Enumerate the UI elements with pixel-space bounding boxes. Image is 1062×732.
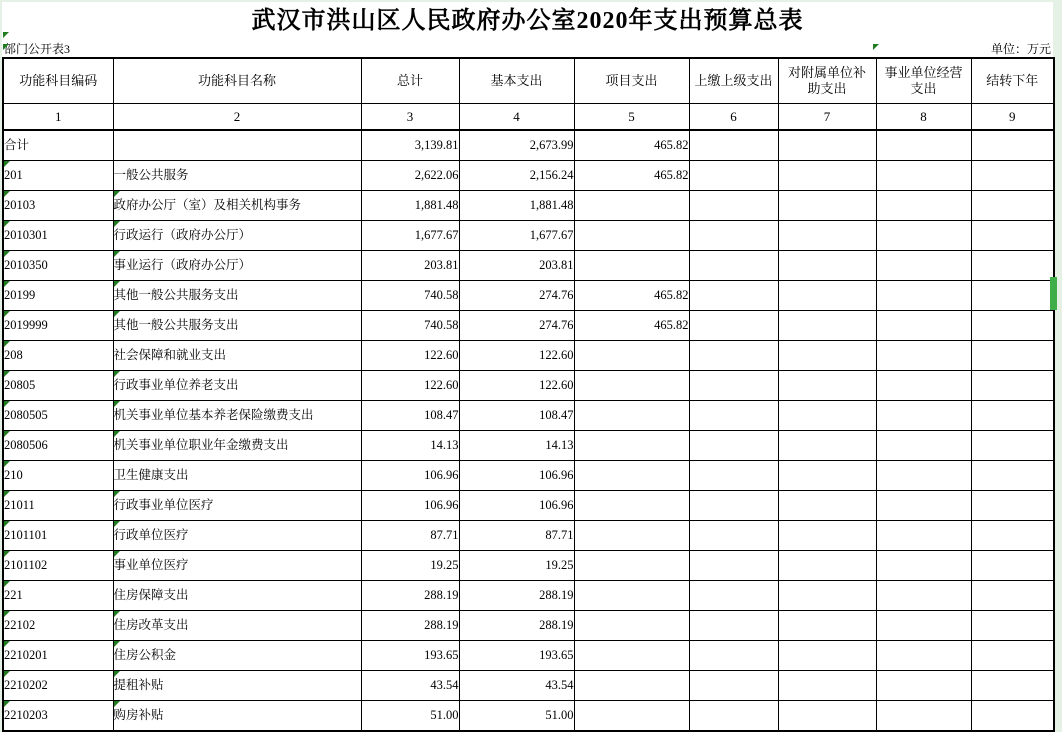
carryover-cell[interactable] (971, 191, 1054, 221)
affiliated-subsidy-cell[interactable] (778, 491, 876, 521)
total-cell[interactable]: 1,677.67 (361, 221, 459, 251)
spreadsheet-sheet (2, 2, 1053, 729)
project-expenditure-cell[interactable]: 465.82 (574, 130, 689, 161)
upper-level-payment-cell[interactable] (689, 311, 778, 341)
basic-expenditure-cell[interactable]: 193.65 (459, 641, 574, 671)
upper-level-payment-cell[interactable] (689, 161, 778, 191)
header-function-code[interactable]: 功能科目编码 (3, 58, 113, 104)
basic-expenditure-cell[interactable]: 2,156.24 (459, 161, 574, 191)
upper-level-payment-cell[interactable] (689, 221, 778, 251)
operating-expenditure-cell[interactable] (876, 191, 971, 221)
table-row (3, 671, 1054, 701)
operating-expenditure-cell[interactable] (876, 130, 971, 161)
affiliated-subsidy-cell[interactable] (778, 311, 876, 341)
table-row (3, 311, 1054, 341)
basic-expenditure-cell[interactable]: 43.54 (459, 671, 574, 701)
project-expenditure-cell[interactable]: 465.82 (574, 311, 689, 341)
code-cell[interactable]: 20805 (3, 371, 113, 401)
table-row (3, 221, 1054, 251)
operating-expenditure-cell[interactable] (876, 521, 971, 551)
table-row (3, 491, 1054, 521)
carryover-cell[interactable] (971, 521, 1054, 551)
total-cell[interactable]: 193.65 (361, 641, 459, 671)
code-cell[interactable]: 208 (3, 341, 113, 371)
header-function-name[interactable]: 功能科目名称 (113, 58, 361, 104)
code-cell[interactable]: 21011 (3, 491, 113, 521)
affiliated-subsidy-cell[interactable] (778, 581, 876, 611)
project-expenditure-cell[interactable] (574, 191, 689, 221)
total-cell[interactable]: 740.58 (361, 311, 459, 341)
operating-expenditure-cell[interactable] (876, 461, 971, 491)
sheet-label: 部门公开表3 (4, 42, 71, 56)
name-cell[interactable]: 行政事业单位养老支出 (113, 371, 361, 401)
upper-level-payment-cell[interactable] (689, 431, 778, 461)
name-cell[interactable] (113, 130, 361, 161)
operating-expenditure-cell[interactable] (876, 581, 971, 611)
table-row (3, 371, 1054, 401)
upper-level-payment-cell[interactable] (689, 130, 778, 161)
project-expenditure-cell[interactable] (574, 461, 689, 491)
code-cell[interactable]: 2210203 (3, 701, 113, 732)
upper-level-payment-cell[interactable] (689, 671, 778, 701)
project-expenditure-cell[interactable] (574, 671, 689, 701)
affiliated-subsidy-cell[interactable] (778, 371, 876, 401)
carryover-cell[interactable] (971, 641, 1054, 671)
name-cell[interactable]: 住房保障支出 (113, 581, 361, 611)
name-cell[interactable]: 住房公积金 (113, 641, 361, 671)
basic-expenditure-cell[interactable]: 108.47 (459, 401, 574, 431)
carryover-cell[interactable] (971, 130, 1054, 161)
table-row (3, 551, 1054, 581)
upper-level-payment-cell[interactable] (689, 461, 778, 491)
basic-expenditure-cell[interactable]: 19.25 (459, 551, 574, 581)
total-cell[interactable]: 3,139.81 (361, 130, 459, 161)
upper-level-payment-cell[interactable] (689, 281, 778, 311)
operating-expenditure-cell[interactable] (876, 161, 971, 191)
affiliated-subsidy-cell[interactable] (778, 431, 876, 461)
basic-expenditure-cell[interactable]: 1,677.67 (459, 221, 574, 251)
carryover-cell[interactable] (971, 221, 1054, 251)
name-cell[interactable]: 行政事业单位医疗 (113, 491, 361, 521)
code-cell[interactable]: 201 (3, 161, 113, 191)
project-expenditure-cell[interactable]: 465.82 (574, 161, 689, 191)
carryover-cell[interactable] (971, 581, 1054, 611)
affiliated-subsidy-cell[interactable] (778, 341, 876, 371)
total-cell[interactable]: 740.58 (361, 281, 459, 311)
code-cell[interactable]: 2101102 (3, 551, 113, 581)
header-operating-exp[interactable]: 事业单位经营支出 (876, 58, 971, 104)
total-cell[interactable]: 108.47 (361, 401, 459, 431)
carryover-cell[interactable] (971, 281, 1054, 311)
code-cell[interactable]: 2210201 (3, 641, 113, 671)
comment-marker (3, 44, 9, 50)
name-cell[interactable]: 其他一般公共服务支出 (113, 281, 361, 311)
project-expenditure-cell[interactable] (574, 581, 689, 611)
operating-expenditure-cell[interactable] (876, 281, 971, 311)
affiliated-subsidy-cell[interactable] (778, 191, 876, 221)
basic-expenditure-cell[interactable]: 274.76 (459, 311, 574, 341)
total-cell[interactable]: 51.00 (361, 701, 459, 732)
comment-marker (3, 32, 9, 38)
name-cell[interactable]: 政府办公厅（室）及相关机构事务 (113, 191, 361, 221)
column-number[interactable]: 6 (689, 104, 778, 131)
page-title: 武汉市洪山区人民政府办公室2020年支出预算总表 (251, 8, 804, 34)
header-affiliated-subsidy[interactable]: 对附属单位补助支出 (778, 58, 876, 104)
basic-expenditure-cell[interactable]: 2,673.99 (459, 130, 574, 161)
basic-expenditure-cell[interactable]: 51.00 (459, 701, 574, 732)
upper-level-payment-cell[interactable] (689, 641, 778, 671)
name-cell[interactable]: 行政运行（政府办公厅） (113, 221, 361, 251)
operating-expenditure-cell[interactable] (876, 701, 971, 732)
basic-expenditure-cell[interactable]: 106.96 (459, 491, 574, 521)
carryover-cell[interactable] (971, 671, 1054, 701)
basic-expenditure-cell[interactable]: 274.76 (459, 281, 574, 311)
table-row (3, 401, 1054, 431)
unit-label: 单位：万元 (990, 42, 1051, 56)
upper-level-payment-cell[interactable] (689, 521, 778, 551)
total-cell[interactable]: 2,622.06 (361, 161, 459, 191)
name-cell[interactable]: 机关事业单位职业年金缴费支出 (113, 431, 361, 461)
column-number[interactable]: 8 (876, 104, 971, 131)
operating-expenditure-cell[interactable] (876, 641, 971, 671)
upper-level-payment-cell[interactable] (689, 491, 778, 521)
affiliated-subsidy-cell[interactable] (778, 281, 876, 311)
total-cell[interactable]: 288.19 (361, 581, 459, 611)
name-cell[interactable]: 购房补贴 (113, 701, 361, 732)
upper-level-payment-cell[interactable] (689, 611, 778, 641)
project-expenditure-cell[interactable] (574, 551, 689, 581)
name-cell[interactable]: 提租补贴 (113, 671, 361, 701)
affiliated-subsidy-cell[interactable] (778, 521, 876, 551)
table-row (3, 611, 1054, 641)
table-row (3, 641, 1054, 671)
total-cell[interactable]: 203.81 (361, 251, 459, 281)
name-cell[interactable]: 一般公共服务 (113, 161, 361, 191)
project-expenditure-cell[interactable] (574, 371, 689, 401)
column-number[interactable]: 4 (459, 104, 574, 131)
carryover-cell[interactable] (971, 371, 1054, 401)
total-cell[interactable]: 87.71 (361, 521, 459, 551)
budget-table (2, 57, 1055, 732)
basic-expenditure-cell[interactable]: 122.60 (459, 371, 574, 401)
affiliated-subsidy-cell[interactable] (778, 551, 876, 581)
affiliated-subsidy-cell[interactable] (778, 611, 876, 641)
column-number[interactable]: 2 (113, 104, 361, 131)
code-cell[interactable]: 2210202 (3, 671, 113, 701)
table-row (3, 251, 1054, 281)
basic-expenditure-cell[interactable]: 87.71 (459, 521, 574, 551)
carryover-cell[interactable] (971, 251, 1054, 281)
code-cell[interactable]: 20103 (3, 191, 113, 221)
column-number[interactable]: 9 (971, 104, 1054, 131)
code-cell[interactable]: 210 (3, 461, 113, 491)
upper-level-payment-cell[interactable] (689, 341, 778, 371)
total-cell[interactable]: 106.96 (361, 461, 459, 491)
column-number[interactable]: 5 (574, 104, 689, 131)
upper-level-payment-cell[interactable] (689, 191, 778, 221)
code-cell[interactable]: 2010301 (3, 221, 113, 251)
operating-expenditure-cell[interactable] (876, 611, 971, 641)
table-row (3, 461, 1054, 491)
header-total[interactable]: 总计 (361, 58, 459, 104)
project-expenditure-cell[interactable]: 465.82 (574, 281, 689, 311)
code-cell[interactable]: 2019999 (3, 311, 113, 341)
project-expenditure-cell[interactable] (574, 251, 689, 281)
comment-marker (873, 44, 879, 50)
carryover-cell[interactable] (971, 311, 1054, 341)
affiliated-subsidy-cell[interactable] (778, 161, 876, 191)
project-expenditure-cell[interactable] (574, 701, 689, 732)
affiliated-subsidy-cell[interactable] (778, 401, 876, 431)
table-row (3, 130, 1054, 161)
header-upper-payment[interactable]: 上缴上级支出 (689, 58, 778, 104)
column-number[interactable]: 1 (3, 104, 113, 131)
total-cell[interactable]: 106.96 (361, 491, 459, 521)
project-expenditure-cell[interactable] (574, 611, 689, 641)
operating-expenditure-cell[interactable] (876, 671, 971, 701)
code-cell[interactable]: 20199 (3, 281, 113, 311)
affiliated-subsidy-cell[interactable] (778, 701, 876, 732)
code-cell[interactable]: 221 (3, 581, 113, 611)
header-project-exp[interactable]: 项目支出 (574, 58, 689, 104)
upper-level-payment-cell[interactable] (689, 551, 778, 581)
operating-expenditure-cell[interactable] (876, 431, 971, 461)
project-expenditure-cell[interactable] (574, 521, 689, 551)
upper-level-payment-cell[interactable] (689, 371, 778, 401)
project-expenditure-cell[interactable] (574, 401, 689, 431)
project-expenditure-cell[interactable] (574, 221, 689, 251)
operating-expenditure-cell[interactable] (876, 251, 971, 281)
table-row (3, 161, 1054, 191)
name-cell[interactable]: 事业运行（政府办公厅） (113, 251, 361, 281)
basic-expenditure-cell[interactable]: 1,881.48 (459, 191, 574, 221)
affiliated-subsidy-cell[interactable] (778, 251, 876, 281)
basic-expenditure-cell[interactable]: 14.13 (459, 431, 574, 461)
name-cell[interactable]: 住房改革支出 (113, 611, 361, 641)
affiliated-subsidy-cell[interactable] (778, 461, 876, 491)
affiliated-subsidy-cell[interactable] (778, 671, 876, 701)
affiliated-subsidy-cell[interactable] (778, 221, 876, 251)
upper-level-payment-cell[interactable] (689, 581, 778, 611)
carryover-cell[interactable] (971, 161, 1054, 191)
carryover-cell[interactable] (971, 401, 1054, 431)
code-cell[interactable]: 2101101 (3, 521, 113, 551)
header-carryover[interactable]: 结转下年 (971, 58, 1054, 104)
project-expenditure-cell[interactable] (574, 431, 689, 461)
meta-row (2, 40, 1053, 57)
name-cell[interactable]: 机关事业单位基本养老保险缴费支出 (113, 401, 361, 431)
affiliated-subsidy-cell[interactable] (778, 641, 876, 671)
table-row (3, 341, 1054, 371)
carryover-cell[interactable] (971, 701, 1054, 732)
carryover-cell[interactable] (971, 341, 1054, 371)
basic-expenditure-cell[interactable]: 106.96 (459, 461, 574, 491)
operating-expenditure-cell[interactable] (876, 551, 971, 581)
total-cell[interactable]: 288.19 (361, 611, 459, 641)
name-cell[interactable]: 社会保障和就业支出 (113, 341, 361, 371)
total-cell[interactable]: 1,881.48 (361, 191, 459, 221)
operating-expenditure-cell[interactable] (876, 371, 971, 401)
table-row (3, 581, 1054, 611)
operating-expenditure-cell[interactable] (876, 311, 971, 341)
carryover-cell[interactable] (971, 461, 1054, 491)
basic-expenditure-cell[interactable]: 122.60 (459, 341, 574, 371)
affiliated-subsidy-cell[interactable] (778, 130, 876, 161)
column-number-row (3, 104, 1054, 131)
total-cell[interactable]: 19.25 (361, 551, 459, 581)
column-number[interactable]: 7 (778, 104, 876, 131)
row-highlight-marker (1050, 277, 1057, 310)
total-cell[interactable]: 14.13 (361, 431, 459, 461)
code-cell[interactable]: 2080506 (3, 431, 113, 461)
total-cell[interactable]: 43.54 (361, 671, 459, 701)
table-row (3, 521, 1054, 551)
total-cell[interactable]: 122.60 (361, 371, 459, 401)
upper-level-payment-cell[interactable] (689, 701, 778, 732)
name-cell[interactable]: 其他一般公共服务支出 (113, 311, 361, 341)
name-cell[interactable]: 卫生健康支出 (113, 461, 361, 491)
table-row (3, 281, 1054, 311)
upper-level-payment-cell[interactable] (689, 251, 778, 281)
table-row (3, 431, 1054, 461)
name-cell[interactable]: 事业单位医疗 (113, 551, 361, 581)
code-cell[interactable]: 合计 (3, 130, 113, 161)
table-row (3, 191, 1054, 221)
upper-level-payment-cell[interactable] (689, 401, 778, 431)
name-cell[interactable]: 行政单位医疗 (113, 521, 361, 551)
header-row (3, 58, 1054, 104)
code-cell[interactable]: 2010350 (3, 251, 113, 281)
carryover-cell[interactable] (971, 491, 1054, 521)
column-number[interactable]: 3 (361, 104, 459, 131)
project-expenditure-cell[interactable] (574, 491, 689, 521)
operating-expenditure-cell[interactable] (876, 401, 971, 431)
basic-expenditure-cell[interactable]: 288.19 (459, 611, 574, 641)
operating-expenditure-cell[interactable] (876, 341, 971, 371)
code-cell[interactable]: 2080505 (3, 401, 113, 431)
basic-expenditure-cell[interactable]: 203.81 (459, 251, 574, 281)
header-basic-exp[interactable]: 基本支出 (459, 58, 574, 104)
project-expenditure-cell[interactable] (574, 641, 689, 671)
code-cell[interactable]: 22102 (3, 611, 113, 641)
total-cell[interactable]: 122.60 (361, 341, 459, 371)
carryover-cell[interactable] (971, 431, 1054, 461)
table-row (3, 701, 1054, 732)
basic-expenditure-cell[interactable]: 288.19 (459, 581, 574, 611)
operating-expenditure-cell[interactable] (876, 491, 971, 521)
project-expenditure-cell[interactable] (574, 341, 689, 371)
carryover-cell[interactable] (971, 611, 1054, 641)
carryover-cell[interactable] (971, 551, 1054, 581)
operating-expenditure-cell[interactable] (876, 221, 971, 251)
